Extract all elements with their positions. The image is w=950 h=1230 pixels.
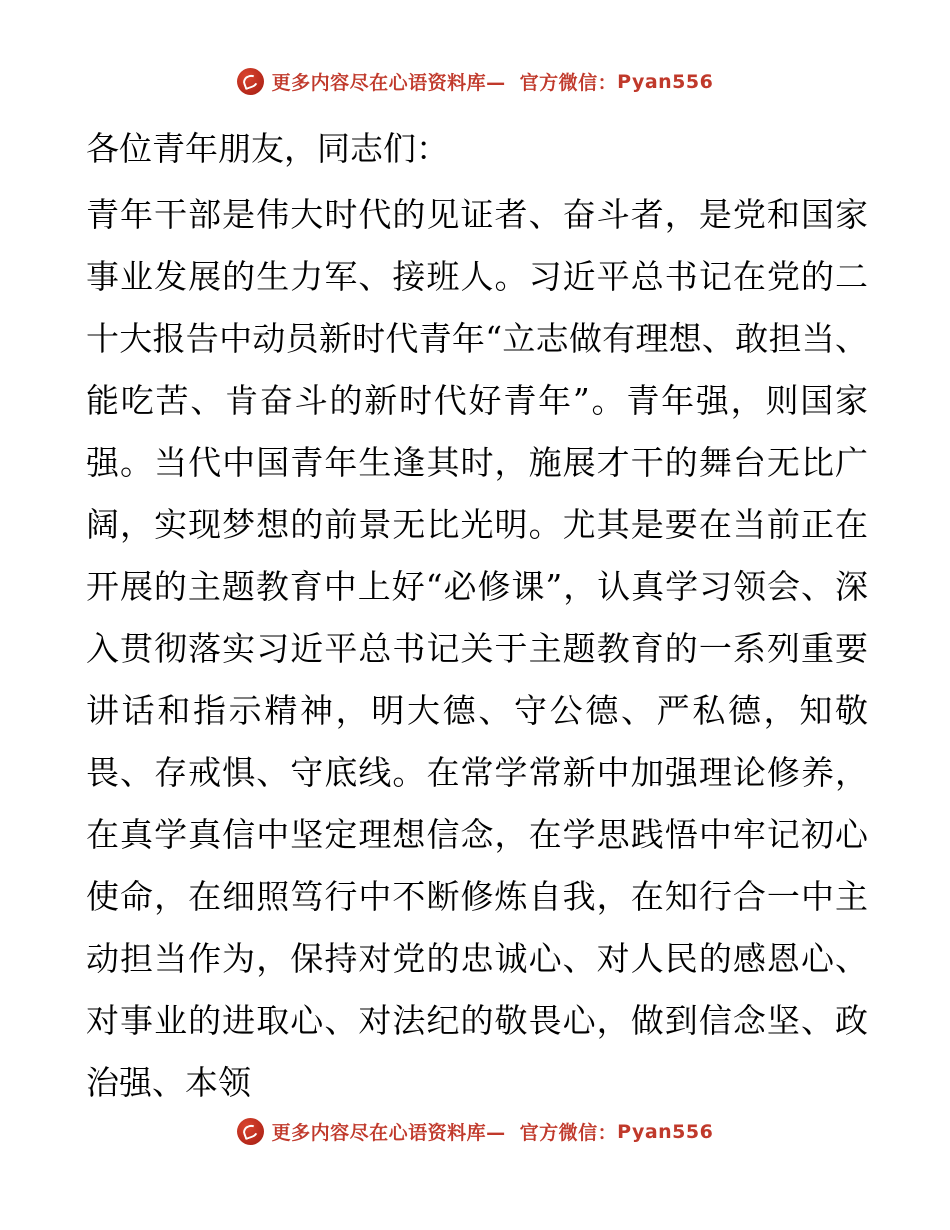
body-paragraph-1: 青年干部是伟大时代的见证者、奋斗者，是党和国家事业发展的生力军、接班人。习近平总书记在党的二十大报告中动员新时代青年“立志做有理想、敢担当、能吃苦、肯奋斗的新时代好青年”。青年强，则国家强。当代中国青年生逢其时，施展才干的舞台无比广阔，实现梦想的前景无比光明。尤其是要在当前正在开展的主题教育中上好“必修课”，认真学习领会、深入贯彻落实习近平总书记关于主题教育的一系列重要讲话和指示精神，明大德、守公德、严私德，知敬畏、存戒惧、守底线。在常学常新中加强理论修养，在真学真信中坚定理想信念，在学思践悟中牢记初心使命，在细照笃行中不断修炼自我，在知行合一中主动担当作为，保持对党的忠诚心、对人民的感恩心、对事业的进取心、对法纪的敬畏心，做到信念坚、政治强、本领 xyxy=(86,195,868,1102)
chat-bubble-logo-icon xyxy=(237,68,264,95)
chat-bubble-logo-icon xyxy=(237,1118,264,1145)
watermark-wechat-label: 官方微信： xyxy=(519,1122,618,1144)
salutation-paragraph: 各位青年朋友，同志们： xyxy=(86,129,449,168)
watermark-wechat-id: Pyan556 xyxy=(617,1120,714,1143)
document-body xyxy=(86,118,868,1118)
watermark-banner-top xyxy=(0,68,950,95)
watermark-banner-bottom xyxy=(0,1118,950,1145)
watermark-wechat-id: Pyan556 xyxy=(617,70,714,93)
watermark-text: 更多内容尽在心语资料库— xyxy=(271,72,506,94)
watermark-wechat-label: 官方微信： xyxy=(519,72,618,94)
watermark-text: 更多内容尽在心语资料库— xyxy=(271,1122,506,1144)
